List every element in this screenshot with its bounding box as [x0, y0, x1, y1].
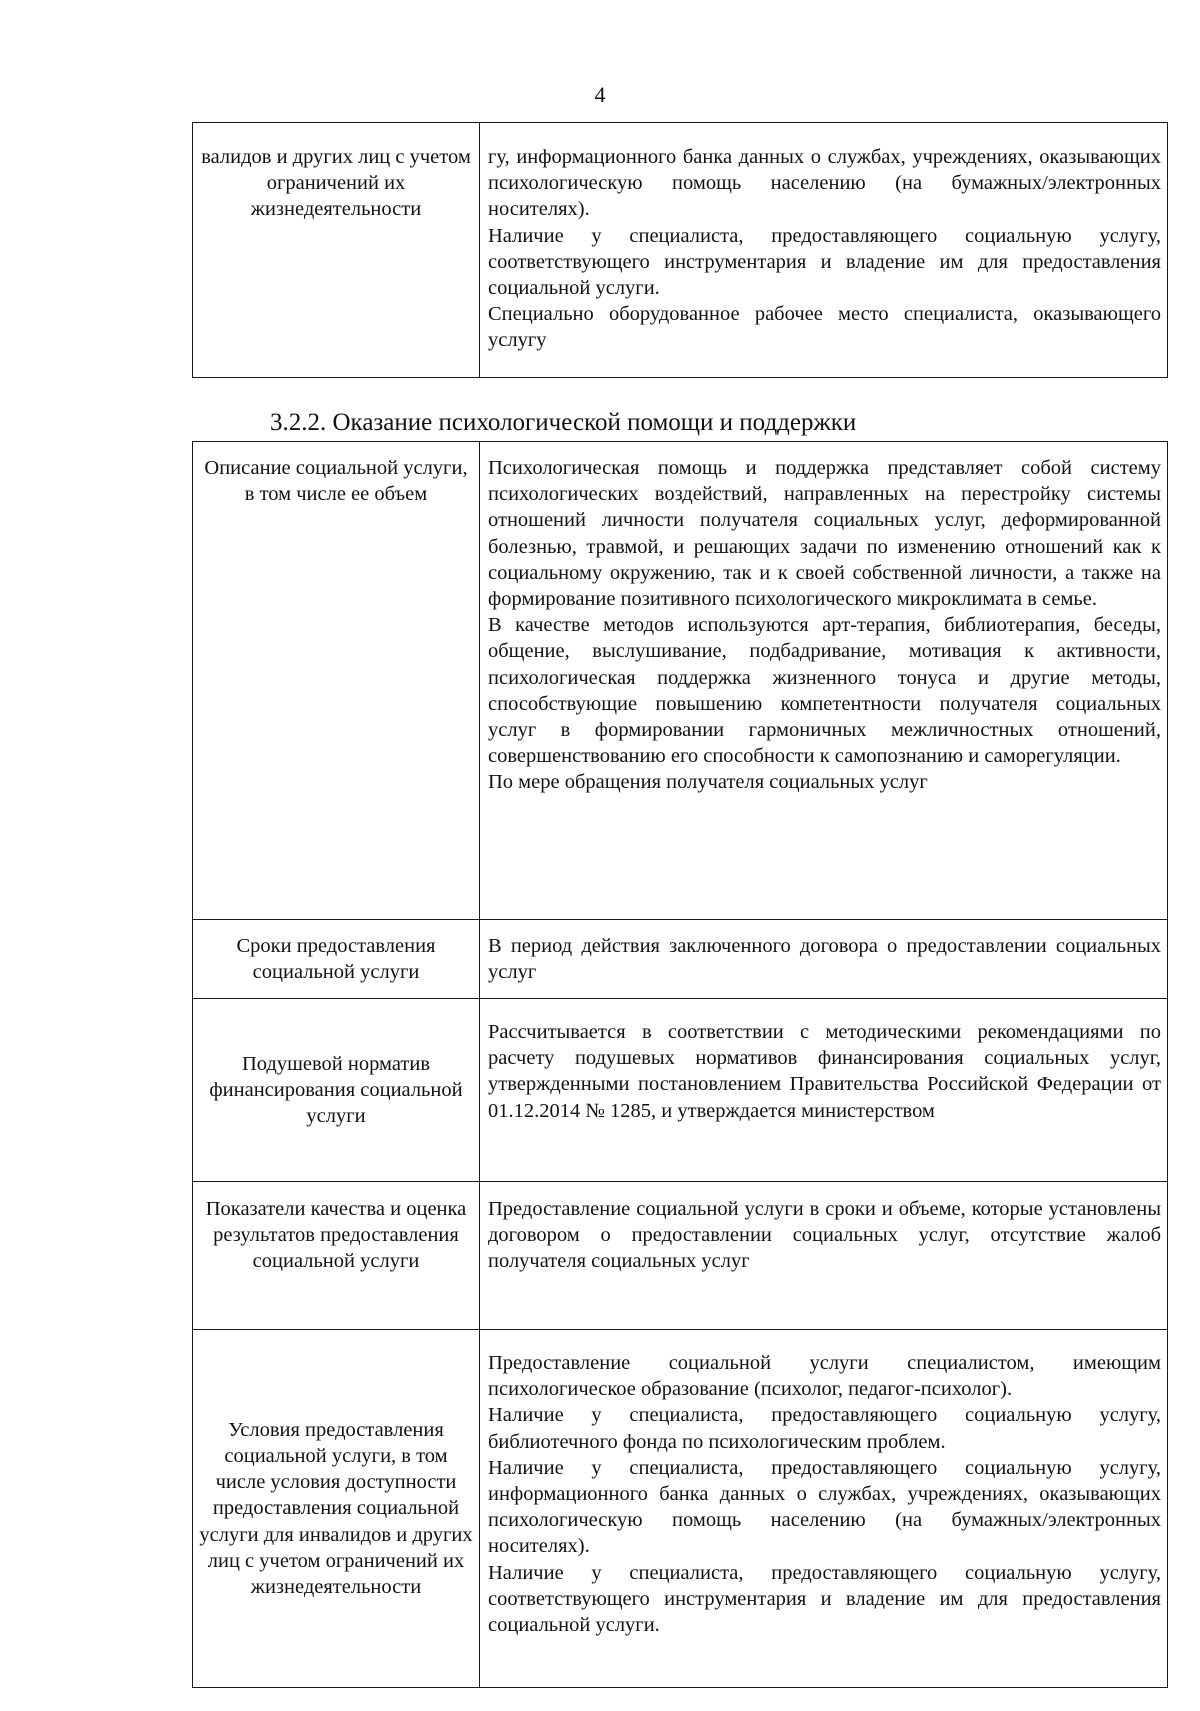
paragraph: Наличие у специалиста, предоставляющего социальную услугу, информационного банка данных о службах, учреждениях, оказывающих психологическую помощь населению (на бумажных/электронных носителях). — [488, 1456, 1161, 1558]
row-content — [480, 123, 1168, 378]
row-label: Сроки предоставления социальной услуги — [193, 920, 480, 999]
paragraph: Психологическая помощь и поддержка представляет собой систему психологических воздействий, направленных на перестройку системы отношений личности получателя социальных услуг, деформированной болезнью, травмой, и решающих задачи по изменению отношений как к социальному окружению, так и к своей собственной личности, а также на формирование позитивного психологического микроклимата в семье. — [488, 457, 1161, 611]
table-row — [193, 442, 1168, 920]
service-table — [192, 441, 1168, 1688]
paragraph: В период действия заключенного договора о предоставлении социальных услуг — [488, 935, 1161, 984]
table-row — [193, 920, 1168, 999]
row-content — [480, 1182, 1168, 1330]
row-label: Описание социальной услуги, в том числе ее объем — [193, 442, 480, 920]
paragraph: Наличие у специалиста, предоставляющего социальную услугу, соответствующего инструментария и владение им для предоставления социальной услуги. — [488, 224, 1161, 300]
paragraph: Предоставление социальной услуги специалистом, имеющим психологическое образование (психолог, педагог-психолог). — [488, 1352, 1161, 1401]
paragraph: Наличие у специалиста, предоставляющего социальную услугу, соответствующего инструментария и владение им для предоставления социальной услуги. — [488, 1561, 1161, 1637]
table-row — [193, 1182, 1168, 1330]
paragraph: Специально оборудованное рабочее место специалиста, оказывающего услугу — [488, 303, 1161, 352]
row-content — [480, 442, 1168, 920]
paragraph: Предоставление социальной услуги в сроки и объеме, которые установлены договором о предоставлении социальных услуг, отсутствие жалоб получателя социальных услуг — [488, 1198, 1161, 1273]
page-number: 4 — [594, 82, 606, 107]
paragraph: гу, информационного банка данных о службах, учреждениях, оказывающих психологическую помощь населению (на бумажных/электронных носителях). — [488, 146, 1161, 221]
continuation-table — [192, 122, 1168, 378]
paragraph: Наличие у специалиста, предоставляющего социальную услугу, библиотечного фонда по психологическим проблем. — [488, 1404, 1161, 1453]
row-label: Условия предоставления социальной услуги, в том числе условия доступности предоставления социальной услуги для инвалидов и других лиц с учетом ограничений их жизнедеятельности — [193, 1330, 480, 1688]
row-content — [480, 920, 1168, 999]
section-title: 3.2.2. Оказание психологической помощи и поддержки — [270, 409, 857, 436]
paragraph: Рассчитывается в соответствии с методическими рекомендациями по расчету подушевых нормативов финансирования социальных услуг, утвержденными постановлением Правительства Российской Федерации от 01.12.2014 № 1285, и утверждается министерством — [488, 1021, 1161, 1122]
paragraph: В качестве методов используются арт-терапия, библиотерапия, беседы, общение, выслушивание, подбадривание, мотивация к активности, психологическая поддержка жизненного тонуса и другие методы, способствующие повышению компетентности получателя социальных услуг в формировании гармоничных межличностных отношений, совершенствованию его способности к самопознанию и саморегуляции. — [488, 614, 1161, 768]
table-row — [193, 123, 1168, 378]
row-content — [480, 999, 1168, 1182]
row-content — [480, 1330, 1168, 1688]
table-row — [193, 999, 1168, 1182]
row-label: Подушевой норматив финансирования социальной услуги — [193, 999, 480, 1182]
row-label: Показатели качества и оценка результатов предоставления социальной услуги — [193, 1182, 480, 1330]
table-row — [193, 1330, 1168, 1688]
row-label: валидов и других лиц с учетом ограничений их жизнедеятельности — [193, 123, 480, 378]
paragraph: По мере обращения получателя социальных услуг — [488, 771, 928, 794]
